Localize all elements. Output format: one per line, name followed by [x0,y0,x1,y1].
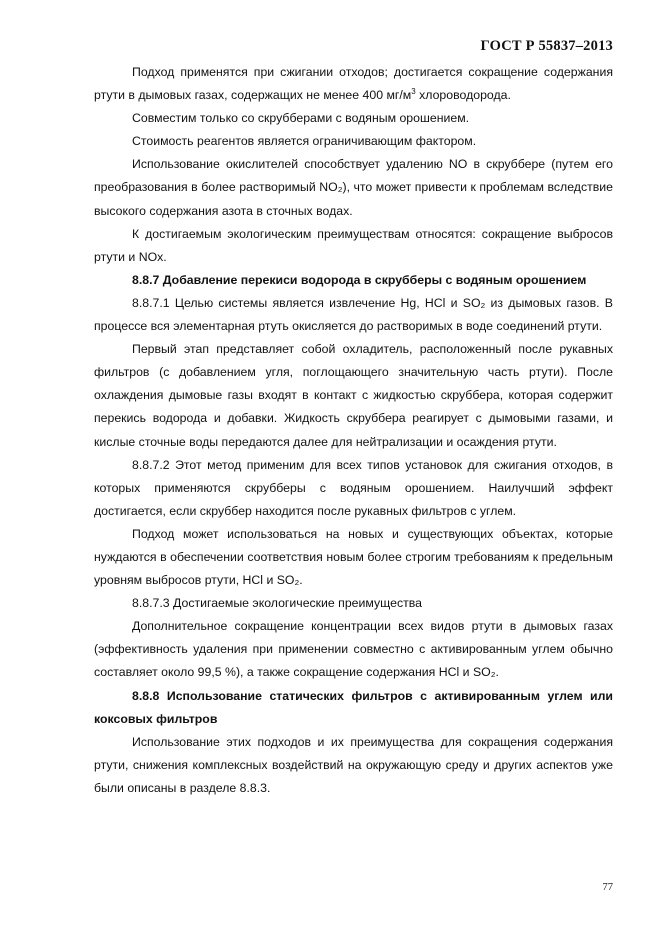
paragraph-reagent-cost: Стоимость реагентов является ограничивающим фактором. [132,134,477,149]
paragraph-text-tail: хлороводорода. [415,88,511,103]
paragraph-oxidizers: Использование окислителей способствует удалению NO в скруббере (путем его преобразования в более растворимый NO₂), что может привести к проблемам вследствие высокого содержания азота в сточных водах. [94,157,613,218]
paragraph-8-8-7-1: 8.8.7.1 Целью системы является извлечение Hg, HCl и SO₂ из дымовых газов. В процессе вся элементарная ртуть окисляется до растворимых в воде соединений ртути. [94,295,613,334]
paragraph-additional-reduction: Дополнительное сокращение концентрации всех видов ртути в дымовых газах (эффективность удаления при применении совместно с активированным углем обычно составляет около 99,5 %), а также сокращение содержания HCl и SO₂. [94,619,613,680]
page-number: 77 [602,882,613,893]
paragraph-new-existing: Подход может использоваться на новых и существующих объектах, которые нуждаются в обеспечении соответствия новым более строгим требованиям к предельным уровням выбросов ртути, HCl и SO₂. [94,526,613,588]
superscript-cubic: 3 [411,87,416,97]
paragraph-text: Подход применятся при сжигании отходов; достигается сокращение содержания ртути в дымовых газах, содержащих не менее 400 мг/м [94,65,613,103]
document-code-header: ГОСТ Р 55837–2013 [480,38,613,54]
paragraph-8-8-7-2: 8.8.7.2 Этот метод применим для всех типов установок для сжигания отходов, в которых применяются скрубберы с водяным орошением. Наилучший эффект достигается, если скруббер находится после рукавных фильтров с углем. [94,457,613,518]
paragraph-first-stage: Первый этап представляет собой охладитель, расположенный после рукавных фильтров (с добавлением угля, поглощающего значительную часть ртути). После охлаждения дымовые газы входят в контакт с жидкостью скруббера, которая содержит перекись водорода и добавки. Жидкость скруббера реагирует с дымовыми газами, и кислые сточные воды передаются далее для нейтрализации и осаждения ртути. [94,342,613,449]
document-body [94,61,613,800]
subsection-heading-8-8-7-3: 8.8.7.3 Достигаемые экологические преимущества [132,596,422,611]
paragraph-benefits: К достигаемым экологическим преимуществам относятся: сокращение выбросов ртути и NOx. [94,226,613,264]
section-heading-8-8-7: 8.8.7 Добавление перекиси водорода в скрубберы с водяным орошением [132,272,587,287]
paragraph-waste-incineration [94,61,613,107]
paragraph-compatibility: Совместим только со скрубберами с водяным орошением. [132,111,470,126]
section-heading-8-8-8: 8.8.8 Использование статических фильтров с активированным углем или коксовых фильтров [94,688,613,726]
paragraph-use-of-approaches: Использование этих подходов и их преимущества для сокращения содержания ртути, снижения комплексных воздействий на окружающую среду и других аспектов уже были описаны в разделе 8.8.3. [94,734,613,795]
